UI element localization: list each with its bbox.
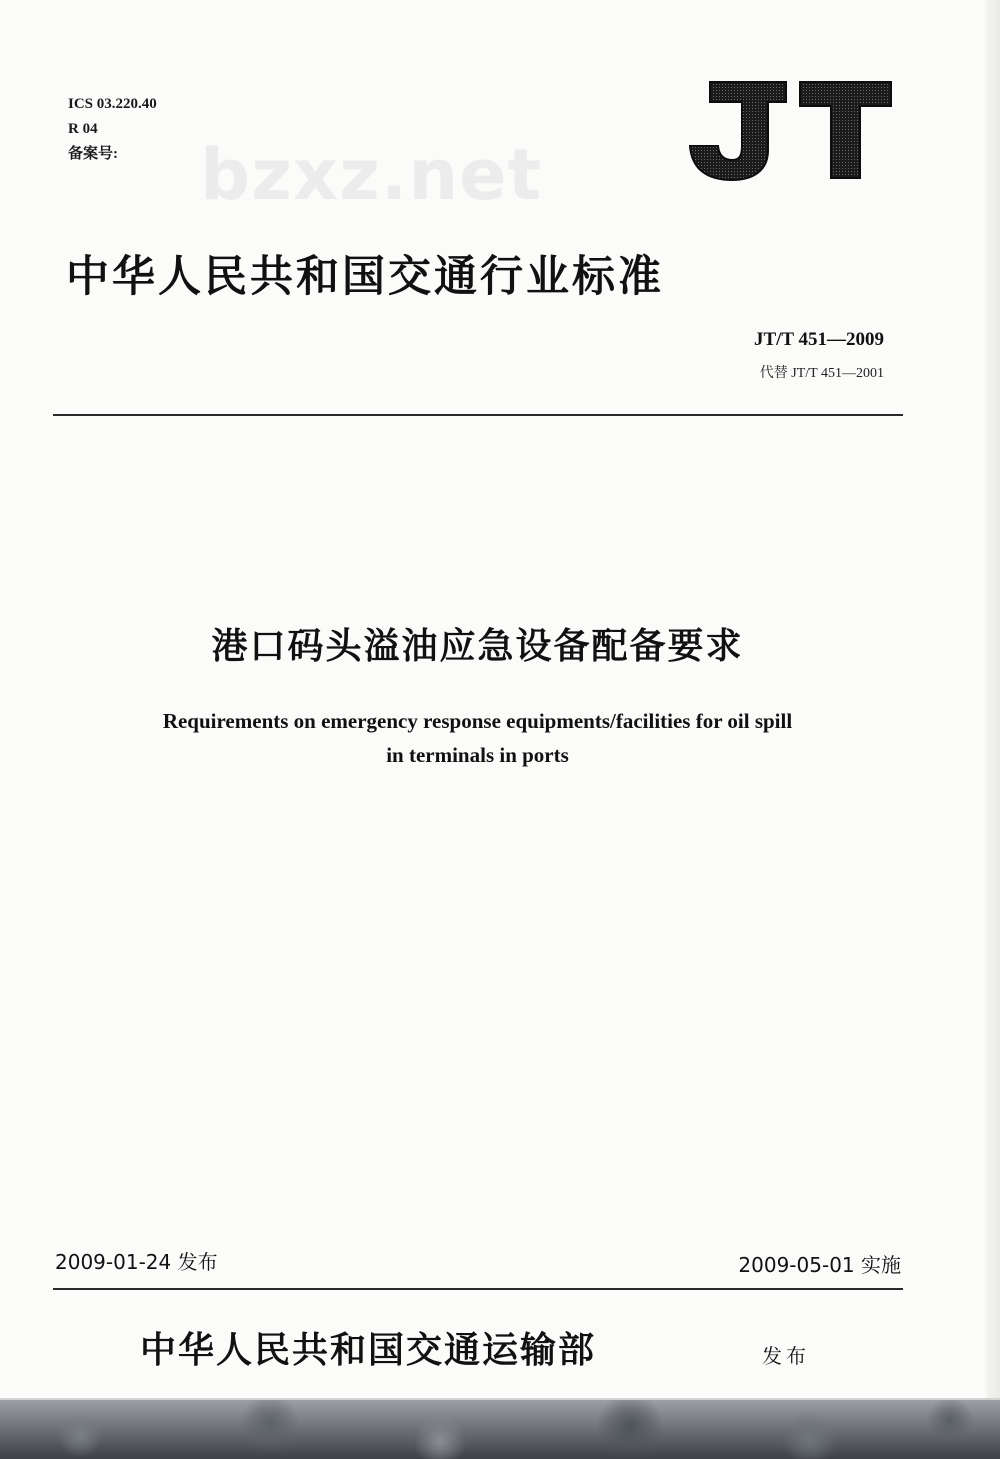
page-edge-shadow	[986, 0, 1000, 1400]
replaces-standard: 代替 JT/T 451—2001	[759, 366, 884, 381]
effective-date: 2009-05-01 实施	[738, 1253, 901, 1277]
ics-code: ICS 03.220.40	[68, 96, 157, 112]
standard-title-en	[0, 704, 955, 772]
background-surface	[0, 1400, 1000, 1459]
category-code: R 04	[68, 121, 98, 137]
standard-title-cn: 港口码头溢油应急设备配备要求	[211, 626, 744, 667]
standard-number: JT/T 451—2009	[753, 329, 884, 350]
standard-title-en-line1: Requirements on emergency response equipments/facilities for oil spill	[162, 709, 793, 733]
publish-label: 发布	[762, 1344, 810, 1368]
watermark-text: bzxz.net	[200, 134, 543, 216]
header-divider	[53, 414, 903, 416]
issue-date: 2009-01-24 发布	[55, 1250, 218, 1274]
filing-number-label: 备案号:	[68, 146, 118, 162]
issuing-body-title: 中华人民共和国交通行业标准	[66, 252, 664, 302]
footer-divider	[53, 1288, 903, 1290]
standard-title-en-line2: in terminals in ports	[386, 743, 569, 767]
classification-block	[68, 92, 157, 167]
jt-logo	[688, 80, 893, 182]
publisher-name: 中华人民共和国交通运输部	[140, 1330, 597, 1371]
